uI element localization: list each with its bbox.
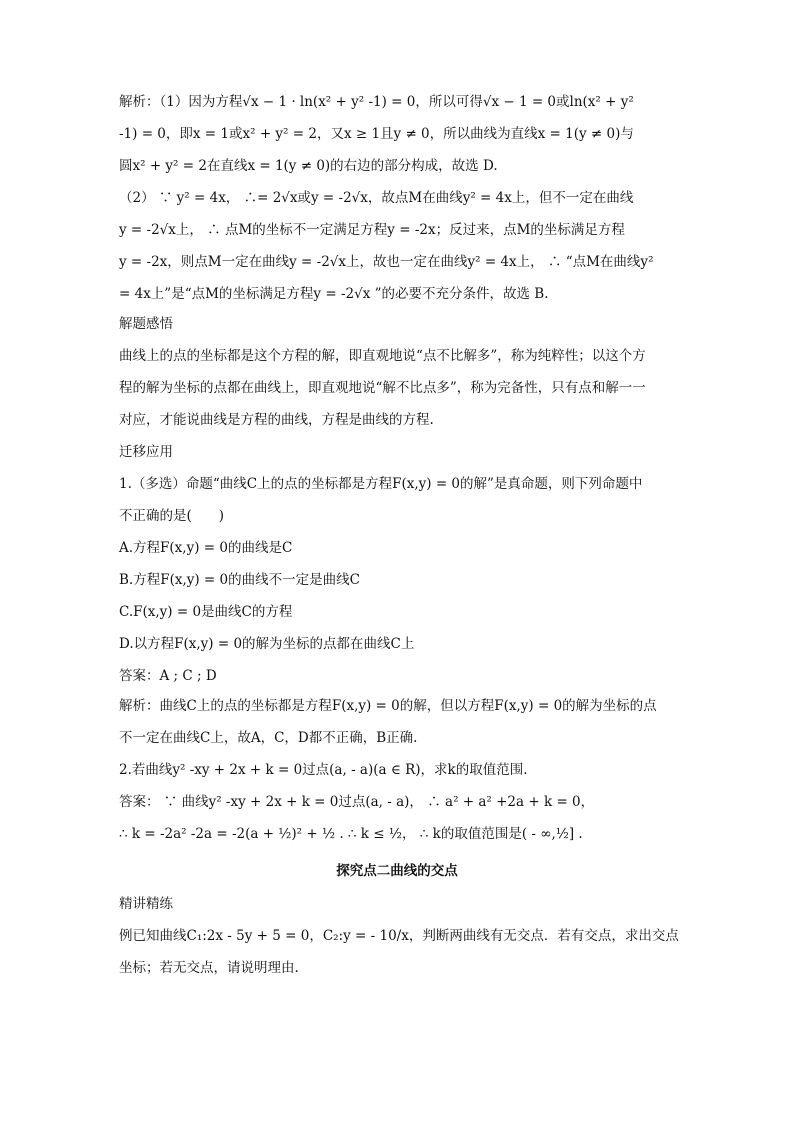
text-line: 曲线上的点的坐标都是这个方程的解，即直观地说“点不比解多”，称为纯粹性；以这个方 [119,348,646,364]
text-line: = 4x上”是“点M的坐标满足方程y = -2√x ”的必要不充分条件，故选 B. [119,286,549,302]
text-line: 解析：曲线C上的点的坐标都是方程F(x,y) = 0的解，但以方程F(x,y) = 0的解为坐标的点 [119,698,657,714]
text-line: 圆x² + y² = 2在直线x = 1(y ≠ 0)的右边的部分构成，故选 D. [119,158,498,174]
text-line: 解题感悟 [119,316,173,332]
section-title: 探究点二曲线的交点 [336,863,458,879]
text-line: y = -2√x上， ∴ 点M的坐标不一定满足方程y = -2x；反过来，点M的坐标满足方程 [119,222,625,238]
text-line: 坐标；若无交点，请说明理由. [119,960,299,976]
text-line: ∴ k = -2a² -2a = -2(a + ½)² + ½ . ∴ k ≤ ½， ∴ k的取值范围是( - ∞,½] . [119,826,583,842]
text-line: A.方程F(x,y) = 0的曲线是C [119,540,293,556]
text-line: -1) = 0，即x = 1或x² + y² = 2，又x ≥ 1且y ≠ 0，所以曲线为直线x = 1(y ≠ 0)与 [119,126,634,142]
text-line: 迁移应用 [119,444,173,460]
text-line: 程的解为坐标的点都在曲线上，即直观地说“解不比点多”，称为完备性，只有点和解一一 [119,380,646,396]
text-line: C.F(x,y) = 0是曲线C的方程 [119,604,293,620]
text-line: y = -2x，则点M一定在曲线y = -2√x上，故也一定在曲线y² = 4x上， ∴ “点M在曲线y² [119,254,654,270]
text-line: D.以方程F(x,y) = 0的解为坐标的点都在曲线C上 [119,636,415,652]
text-line: 精讲精练 [119,896,173,912]
text-line: B.方程F(x,y) = 0的曲线不一定是曲线C [119,572,360,588]
text-line: 例已知曲线C₁:2x - 5y + 5 = 0，C₂:y = - 10/x，判断两曲线有无交点．若有交点，求出交点 [119,928,679,944]
text-line: （2） ∵ y² = 4x， ∴= 2√x或y = -2√x，故点M在曲线y² = 4x上，但不一定在曲线 [119,190,634,206]
text-line: 1.（多选）命题“曲线C上的点的坐标都是方程F(x,y) = 0的解”是真命题，则下列命题中 [119,476,643,492]
text-line: 解析：（1）因为方程√x − 1 · ln(x² + y² -1) = 0，所以可得√x − 1 = 0或ln(x² + y² [119,94,634,110]
text-line: 答案：A ; C ; D [119,668,217,684]
text-line: 答案： ∵ 曲线y² -xy + 2x + k = 0过点(a, - a)， ∴ a² + a² +2a + k = 0， [119,794,595,810]
text-line: 不正确的是( ) [119,508,225,524]
text-line: 对应，才能说曲线是方程的曲线，方程是曲线的方程. [119,412,434,428]
text-line: 2.若曲线y² -xy + 2x + k = 0过点(a, - a)(a ∈ R)，求k的取值范围. [119,762,528,778]
text-line: 不一定在曲线C上，故A，C，D都不正确，B正确. [119,730,418,746]
